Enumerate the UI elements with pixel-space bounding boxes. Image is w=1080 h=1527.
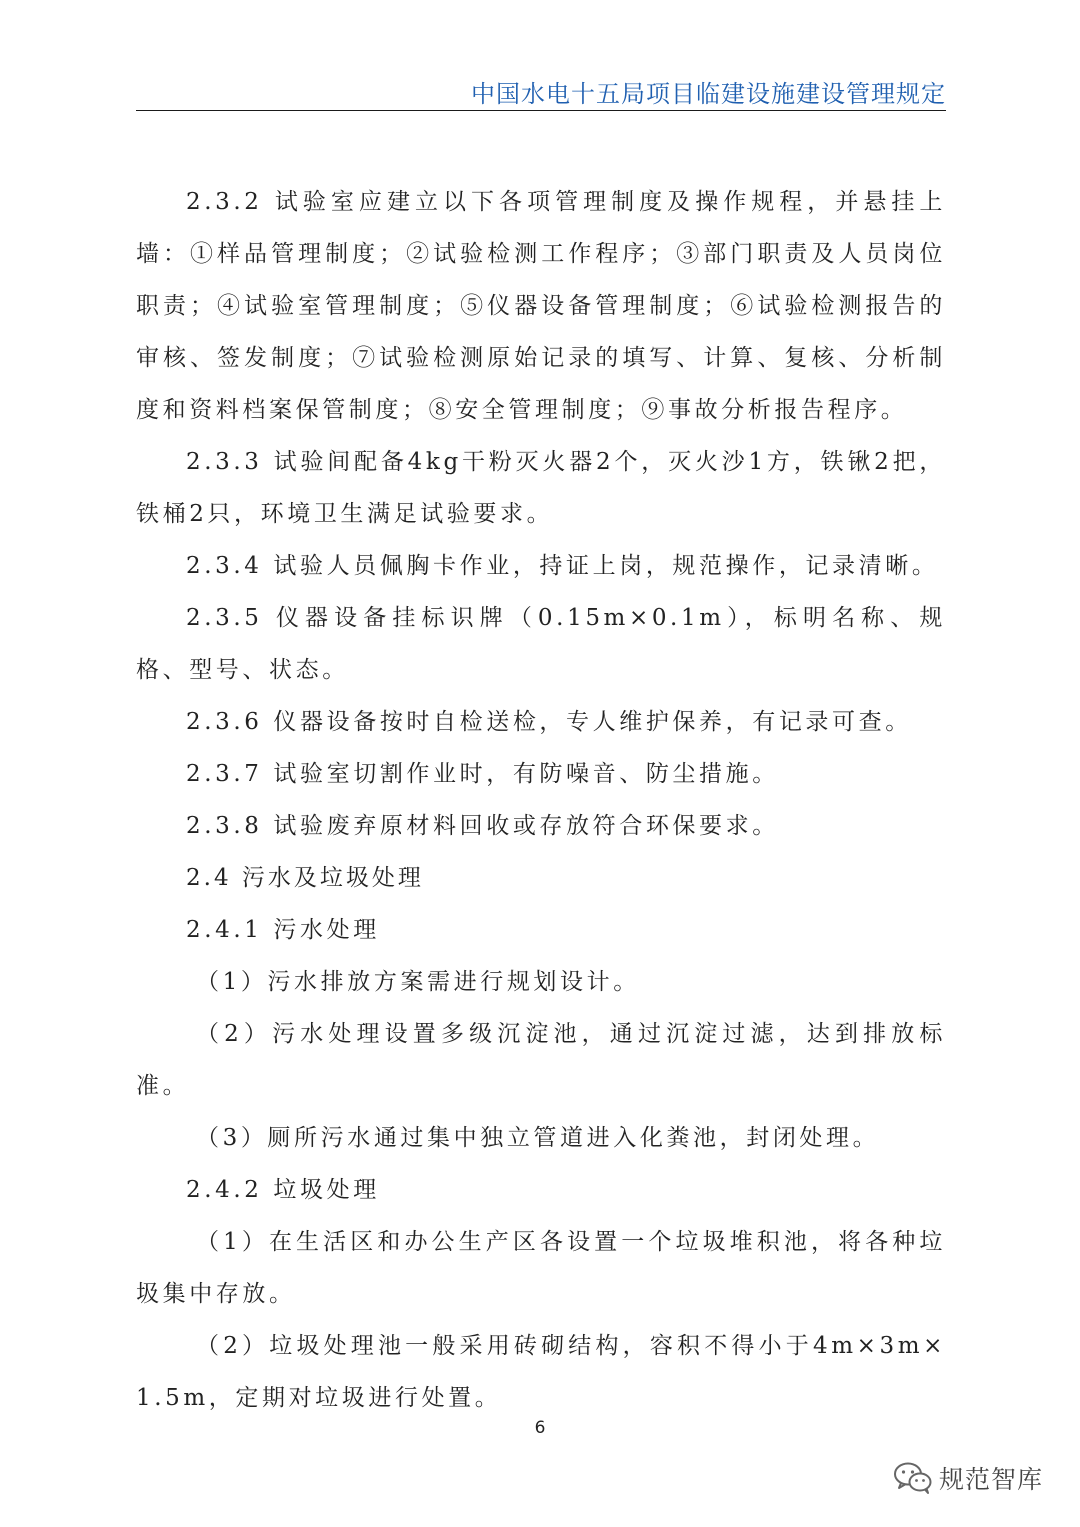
- list-item-sewage-2: （2）污水处理设置多级沉淀池，通过沉淀过滤，达到排放标准。: [136, 1021, 946, 1099]
- paragraph-2-3-8: 2.3.8 试验废弃原材料回收或存放符合环保要求。: [186, 813, 779, 839]
- paragraph-2-3-5: 2.3.5 仪器设备挂标识牌（0.15m×0.1m），标明名称、规格、型号、状态。: [136, 605, 946, 683]
- paragraph-2-3-7: 2.3.7 试验室切割作业时，有防噪音、防尘措施。: [186, 761, 779, 787]
- header-title: 中国水电十五局项目临建设施建设管理规定: [471, 80, 946, 108]
- list-item-sewage-3: （3）厕所污水通过集中独立管道进入化粪池，封闭处理。: [196, 1125, 880, 1151]
- wechat-icon: [893, 1461, 933, 1495]
- page-header: [136, 78, 946, 111]
- paragraph-2-3-2: 2.3.2 试验室应建立以下各项管理制度及操作规程，并悬挂上墙：①样品管理制度；②试验检测工作程序；③部门职责及人员岗位职责；④试验室管理制度；⑤仪器设备管理制度；⑥试验检测报告的审核、签发制度；⑦试验检测原始记录的填写、计算、复核、分析制度和资料档案保管制度；⑧安全管理制度；⑨事故分析报告程序。: [136, 189, 946, 423]
- document-body: [136, 176, 946, 1424]
- watermark-text: 规范智库: [939, 1465, 1044, 1494]
- subsection-heading-2-4-1: 2.4.1 污水处理: [186, 917, 380, 943]
- page-number: 6: [534, 1418, 546, 1438]
- watermark: [893, 1458, 1043, 1498]
- list-item-garbage-1: （1）在生活区和办公生产区各设置一个垃圾堆积池，将各种垃圾集中存放。: [136, 1229, 946, 1307]
- list-item-garbage-2: （2）垃圾处理池一般采用砖砌结构，容积不得小于4m×3m×1.5m，定期对垃圾进行处置。: [136, 1333, 946, 1411]
- paragraph-2-3-4: 2.3.4 试验人员佩胸卡作业，持证上岗，规范操作，记录清晰。: [186, 553, 939, 579]
- section-heading-2-4: 2.4 污水及垃圾处理: [186, 865, 424, 891]
- subsection-heading-2-4-2: 2.4.2 垃圾处理: [186, 1177, 380, 1203]
- paragraph-2-3-6: 2.3.6 仪器设备按时自检送检，专人维护保养，有记录可查。: [186, 709, 912, 735]
- paragraph-2-3-3: 2.3.3 试验间配备4kg干粉灭火器2个，灭火沙1方，铁锹2把，铁桶2只，环境卫生满足试验要求。: [136, 449, 946, 527]
- list-item-sewage-1: （1）污水排放方案需进行规划设计。: [196, 969, 640, 995]
